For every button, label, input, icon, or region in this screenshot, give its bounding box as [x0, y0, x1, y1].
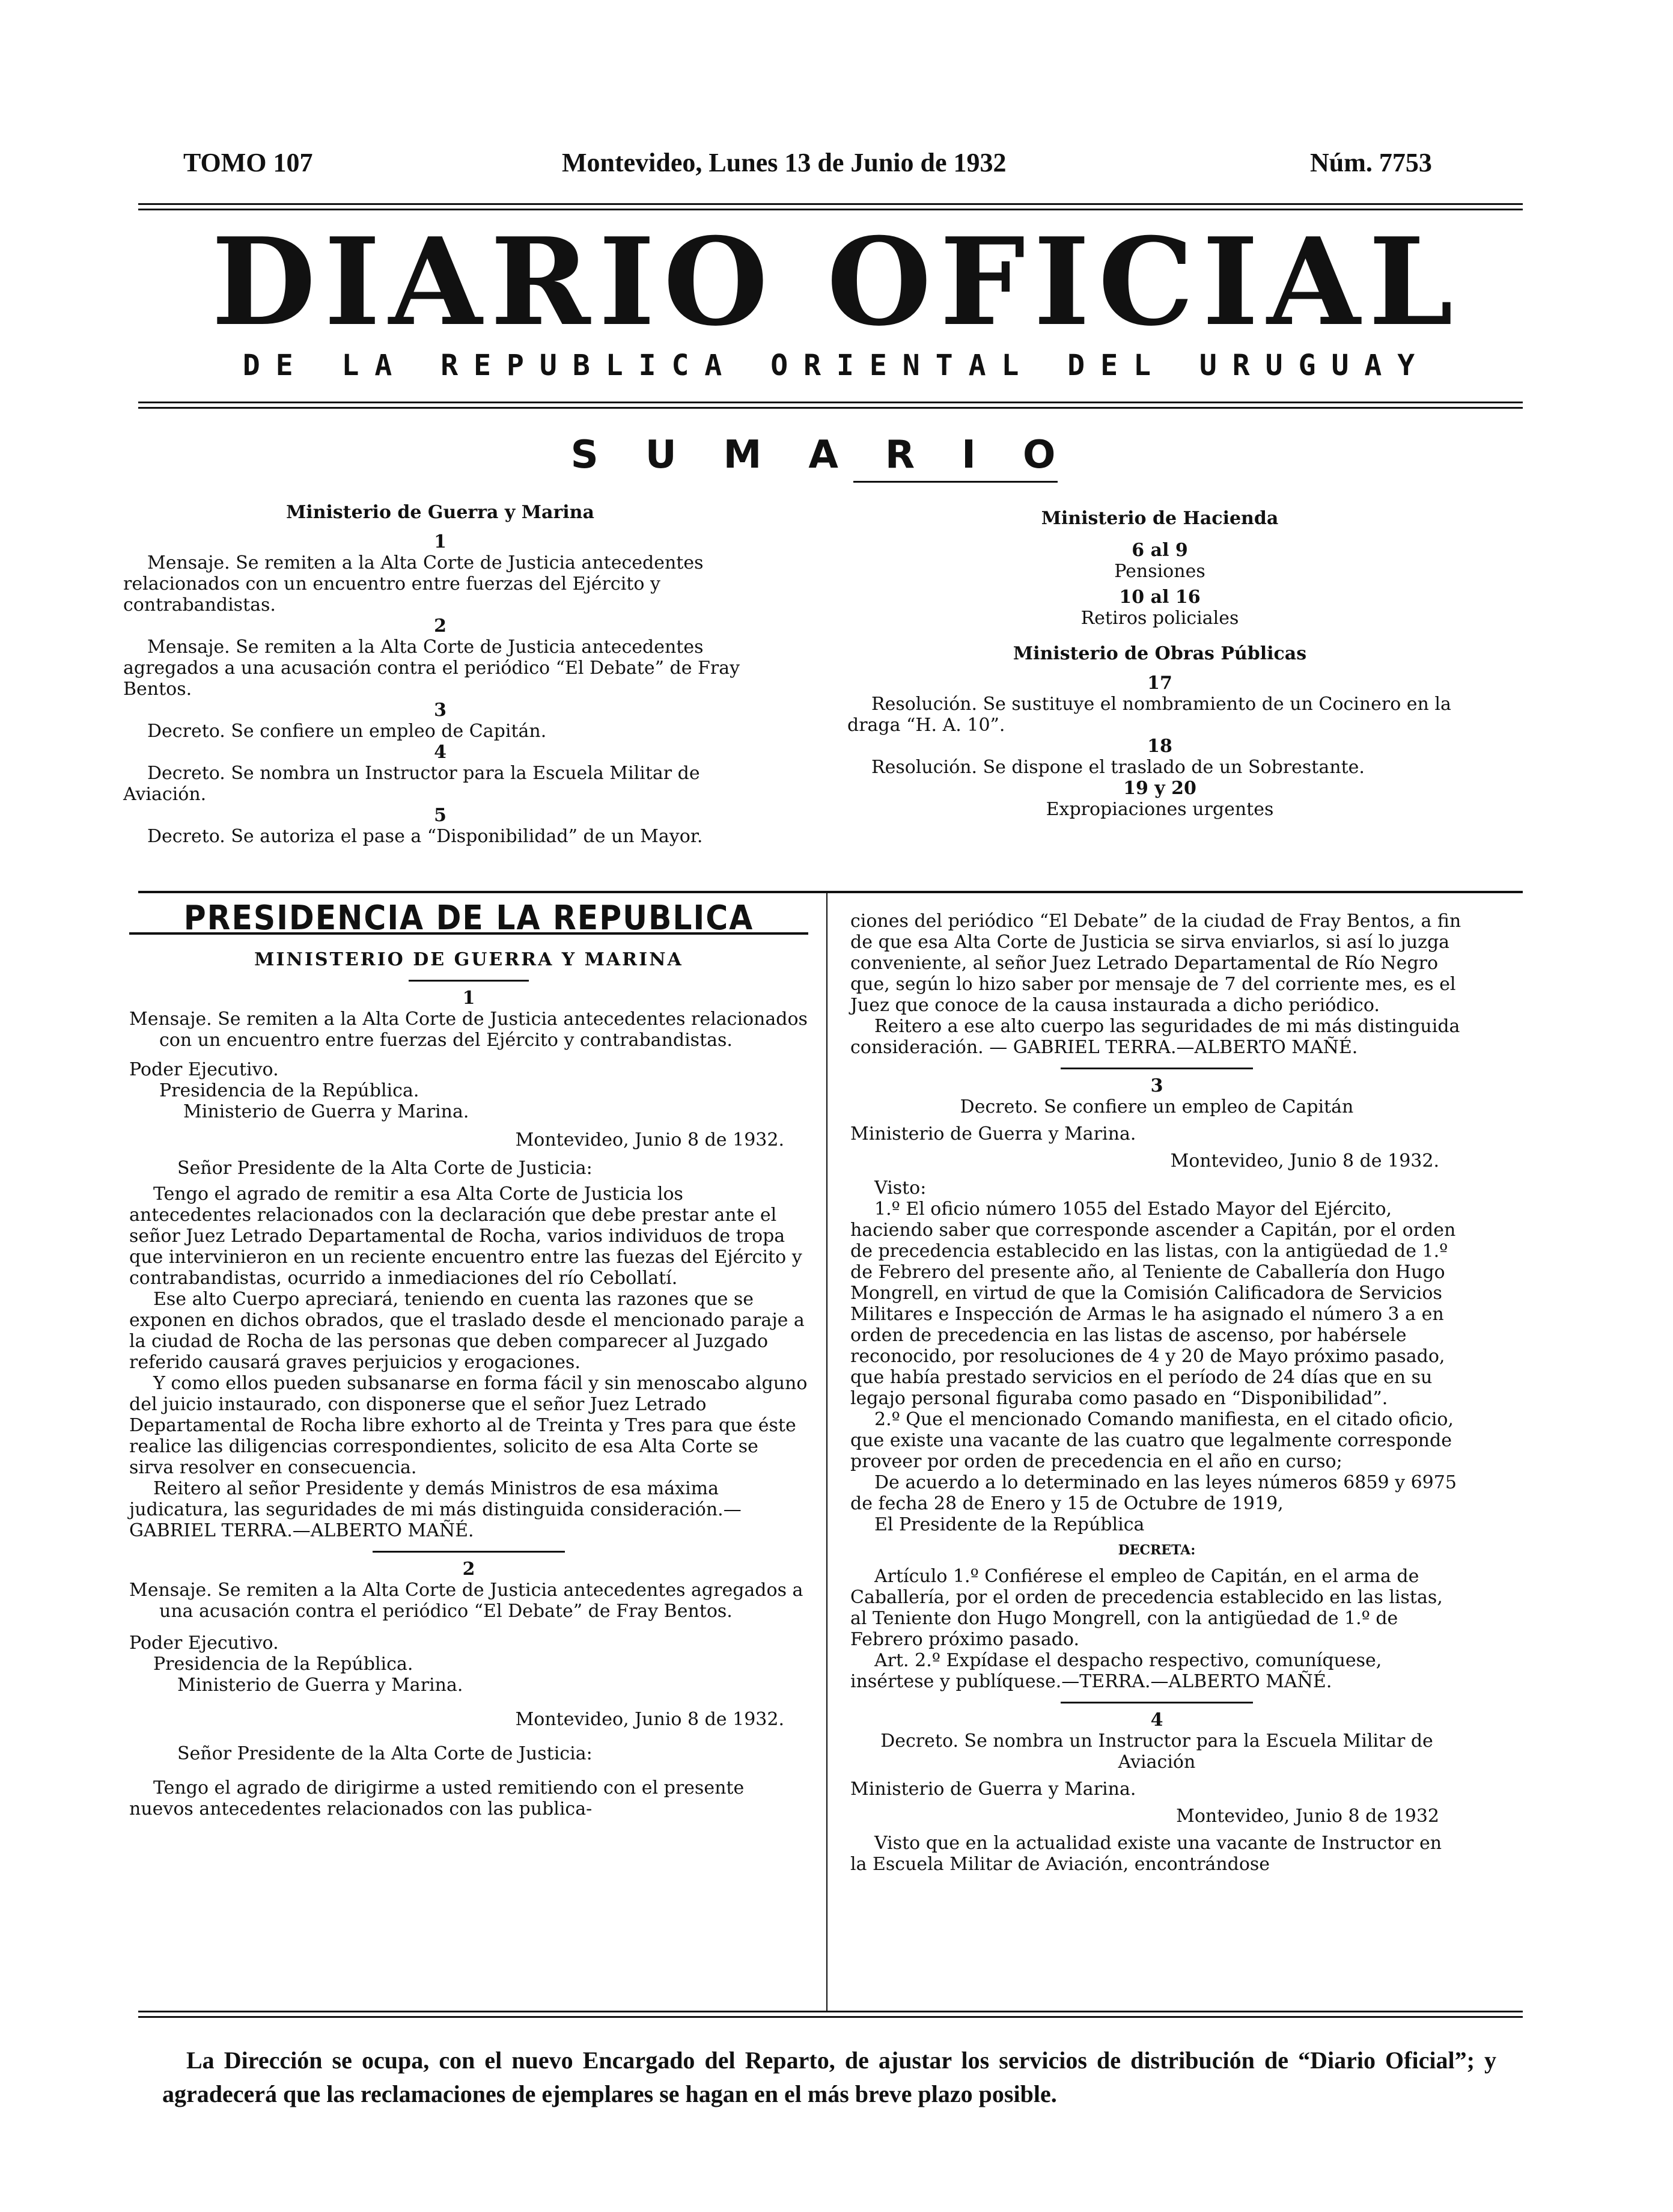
paragraph: Ese alto Cuerpo apreciará, teniendo en cuenta las razones que se exponen en dichos obrados, que el traslado desde el mencionado paraje a la ciudad de Rocha de las personas que deben comparecer al Juzgado referido causará graves perjuicios y erogaciones. [129, 1289, 805, 1373]
ministry-line: Ministerio de Guerra y Marina. [177, 1675, 463, 1696]
decree-title: Decreto. Se nombra un Instructor para la Escuela Militar de Aviación [880, 1731, 1433, 1773]
sumario-item: Resolución. Se sustituye el nombramiento de un Cocinero en la draga “H. A. 10”. [847, 694, 1451, 736]
masthead-subtitle: DE LA REPUBLICA ORIENTAL DEL URUGUAY [242, 349, 1431, 382]
paragraph: Tengo el agrado de remitir a esa Alta Corte de Justicia los antecedentes relacionados con la declaración que debe prestar ante el señor Juez Letrado Departamental de Rocha, varios individuos de tropa que intervinieron en un reciente encuentro entre las fuezas del Ejército y contrabandistas, ocurrido a inmediaciones del río Cebollatí. [129, 1184, 802, 1289]
divider [373, 1551, 565, 1553]
item-number: 1 [462, 988, 475, 1009]
section-title: PRESIDENCIA DE LA REPUBLICA [129, 908, 808, 935]
paragraph: El Presidente de la República [874, 1514, 1145, 1535]
divider [1061, 1702, 1253, 1703]
sumario-item-number: 3 [434, 700, 446, 721]
paragraph: 1.º El oficio número 1055 del Estado Mayor del Ejército, haciendo saber que corresponde ascender a Capitán, por el orden de precedencia establecido en las listas, con la antigüedad de 1.º de Febrero del presente año, al Teniente de Caballería don Hugo Mongrell, en virtud de que la Comisión Calificadora de Servicios Militares e Inspección de Armas le ha asignado el número 3 a en orden de precedencia en las listas de ascenso, por habérsele reconocido, por resoluciones de 4 y 20 de Mayo próximo pasado, que había prestado servicios en el período de 24 días que en su legajo personal figuraba como pasado en “Disponibilidad”. [850, 1199, 1456, 1409]
paragraph: ciones del periódico “El Debate” de la ciudad de Fray Bentos, a fin de que esa Alta Corte de Justicia se sirva enviarlos, si así lo juzga conveniente, al señor Juez Letrado Departamental de Río Negro que, según lo hizo saber por mensaje de 7 del corriente mes, es el Juez que conoce de la causa instaurada a dicho periódico. [850, 911, 1461, 1016]
article: Art. 2.º Expídase el despacho respectivo, comuníquese, insértese y publíquese.—TERRA.—ALBERTO MAÑÉ. [850, 1650, 1382, 1692]
ministry-line: Ministerio de Guerra y Marina. [850, 1123, 1136, 1144]
paragraph: De acuerdo a lo determinado en las leyes números 6859 y 6975 de fecha 28 de Enero y 15 de Octubre de 1919, [850, 1472, 1457, 1514]
ministry-line: Ministerio de Guerra y Marina. [850, 1779, 1136, 1800]
body-left-column [129, 899, 808, 1819]
sumario-item: Mensaje. Se remiten a la Alta Corte de Justicia antecedentes relacionados con un encuentro entre fuerzas del Ejército y contrabandistas. [123, 552, 704, 616]
sumario-underline [853, 481, 1058, 483]
sumario-item: Decreto. Se nombra un Instructor para la Escuela Militar de Aviación. [123, 763, 700, 805]
sumario-item-number: 4 [434, 742, 446, 763]
message-summary: Mensaje. Se remiten a la Alta Corte de Justicia antecedentes relacionados con un encuentro entre fuerzas del Ejército y contrabandistas. [129, 1009, 808, 1051]
paragraph: Visto que en la actualidad existe una vacante de Instructor en la Escuela Militar de Aviación, encontrándose [850, 1833, 1442, 1875]
salutation: Señor Presidente de la Alta Corte de Justicia: [177, 1158, 593, 1179]
message-summary: Mensaje. Se remiten a la Alta Corte de Justicia antecedentes agregados a una acusación contra el periódico “El Debate” de Fray Bentos. [129, 1580, 803, 1622]
paragraph: Reitero al señor Presidente y demás Ministros de esa máxima judicatura, las seguridades de mi más distinguida consideración.—GABRIEL TERRA.—ALBERTO MAÑÉ. [129, 1478, 742, 1541]
sumario-item: Mensaje. Se remiten a la Alta Corte de Justicia antecedentes agregados a una acusación contra el periódico “El Debate” de Fray Bentos. [123, 637, 740, 700]
sumario-ministry-obras: Ministerio de Obras Públicas [1013, 643, 1307, 664]
dateline: Montevideo, Junio 8 de 1932. [1170, 1150, 1439, 1172]
issue-date: Montevideo, Lunes 13 de Junio de 1932 [562, 148, 1007, 177]
body-right-column [850, 911, 1463, 1875]
sumario-item-number: 6 al 9 [1132, 540, 1188, 561]
sumario-item-number: 19 y 20 [1123, 778, 1196, 799]
sumario-ministry-hacienda: Ministerio de Hacienda [1041, 508, 1279, 529]
footer-rule [138, 2011, 1523, 2018]
sumario-item-number: 2 [434, 616, 446, 637]
article: Artículo 1.º Confiérese el empleo de Capitán, en el arma de Caballería, por el orden de precedencia establecido en las listas, al Teniente don Hugo Mongrell, con la antigüedad de 1.º de Febrero próximo pasado. [850, 1566, 1443, 1650]
item-number: 3 [1150, 1075, 1163, 1096]
sumario-item: Pensiones [1114, 561, 1205, 582]
sumario-item: Decreto. Se confiere un empleo de Capitán. [147, 721, 547, 742]
paragraph: Y como ellos pueden subsanarse en forma fácil y sin menoscabo alguno del juicio instaurado, con disponerse que el señor Juez Letrado Departamental de Rocha libre exhorto al de Treinta y Tres para que éste realice las diligencias correspondientes, solicito de esa Alta Corte se sirva resolver en consecuencia. [129, 1373, 808, 1478]
sumario-item: Resolución. Se dispone el traslado de un Sobrestante. [871, 757, 1365, 778]
presidencia-line: Presidencia de la República. [159, 1080, 419, 1101]
sumario-item-number: 5 [434, 805, 446, 826]
sumario-item-number: 10 al 16 [1119, 587, 1201, 608]
visto: Visto: [874, 1178, 927, 1199]
sumario-ministry-guerra: Ministerio de Guerra y Marina [286, 502, 594, 523]
dateline: Montevideo, Junio 8 de 1932 [1176, 1806, 1439, 1827]
presidencia-line: Presidencia de la República. [153, 1654, 413, 1675]
sumario-item: Decreto. Se autoriza el pase a “Disponibilidad” de un Mayor. [147, 826, 703, 847]
item-number: 4 [1150, 1709, 1163, 1731]
dateline: Montevideo, Junio 8 de 1932. [515, 1709, 784, 1730]
column-divider [826, 893, 827, 2011]
ministry-heading: MINISTERIO DE GUERRA Y MARINA [254, 949, 683, 970]
ministry-line: Ministerio de Guerra y Marina. [183, 1101, 469, 1122]
dateline: Montevideo, Junio 8 de 1932. [515, 1129, 784, 1150]
poder-ejecutivo: Poder Ejecutivo. [129, 1633, 279, 1654]
sumario-heading: SUMARIO [570, 433, 1103, 477]
poder-ejecutivo: Poder Ejecutivo. [129, 1059, 279, 1080]
issue-number: Núm. 7753 [1310, 148, 1432, 177]
divider [409, 980, 529, 982]
sumario-item-number: 17 [1147, 673, 1172, 694]
paragraph: Reitero a ese alto cuerpo las seguridades de mi más distinguida consideración. — GABRIEL TERRA.—ALBERTO MAÑÉ. [850, 1016, 1460, 1058]
header-rule [138, 203, 1523, 210]
footer-notice: La Dirección se ocupa, con el nuevo Encargado del Reparto, de ajustar los servicios de distribución de “Diario Oficial”; y agradecerá que las reclamaciones de ejemplares se hagan en el más breve plazo posible. [162, 2047, 1496, 2107]
sumario-bottom-rule [138, 891, 1523, 893]
sumario-item-number: 18 [1147, 736, 1172, 757]
volume-label: TOMO 107 [183, 148, 313, 177]
sumario-item: Expropiaciones urgentes [1046, 799, 1274, 820]
divider [1061, 1068, 1253, 1069]
sumario-left-column [123, 502, 757, 847]
salutation: Señor Presidente de la Alta Corte de Justicia: [177, 1743, 593, 1764]
sumario-item-number: 1 [434, 531, 446, 552]
sumario-right-column [847, 508, 1472, 820]
decreta-label: DECRETA: [1118, 1542, 1196, 1558]
paragraph: Tengo el agrado de dirigirme a usted remitiendo con el presente nuevos antecedentes relacionados con las publica- [129, 1777, 745, 1819]
item-number: 2 [462, 1559, 475, 1580]
paragraph: 2.º Que el mencionado Comando manifiesta, en el citado oficio, que existe una vacante de las cuatro que legalmente corresponde proveer por orden de precedencia en el año en curso; [850, 1409, 1454, 1472]
masthead-title: DIARIO OFICIAL [211, 212, 1462, 353]
sumario-item: Retiros policiales [1080, 608, 1239, 629]
decree-title: Decreto. Se confiere un empleo de Capitán [960, 1096, 1354, 1117]
masthead-rule [138, 402, 1523, 409]
